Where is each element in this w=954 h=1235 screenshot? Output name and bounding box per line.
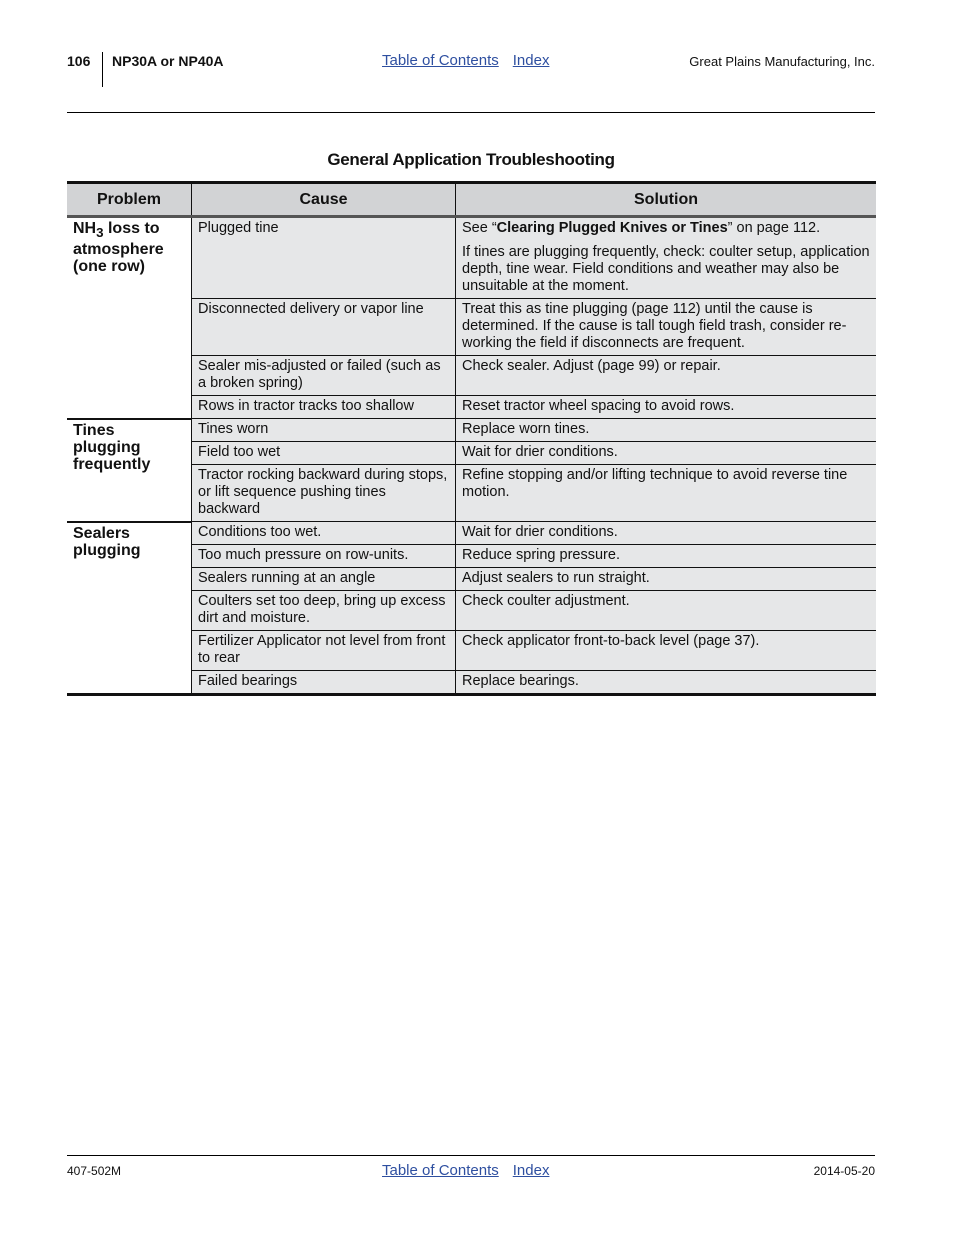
problem-cell: Sealers plugging: [67, 522, 192, 695]
solution-cell: Adjust sealers to run straight.: [456, 568, 877, 591]
cause-cell: Rows in tractor tracks too shallow: [192, 396, 456, 419]
model-name: NP30A or NP40A: [112, 53, 224, 69]
table-row: [67, 217, 876, 299]
cause-cell: Too much pressure on row-units.: [192, 545, 456, 568]
solution-cell: Refine stopping and/or lifting technique to avoid reverse tine motion.: [456, 465, 877, 522]
index-link[interactable]: Index: [512, 1162, 550, 1179]
solution-cell: Check applicator front-to-back level (page 37).: [456, 631, 877, 671]
cause-cell: Conditions too wet.: [192, 522, 456, 545]
solution-cell: Replace bearings.: [456, 671, 877, 695]
column-header-cause: Cause: [192, 183, 456, 217]
cause-cell: Field too wet: [192, 442, 456, 465]
section-title: General Application Troubleshooting: [327, 150, 615, 169]
cause-cell: Disconnected delivery or vapor line: [192, 299, 456, 356]
publication-date: 2014-05-20: [813, 1164, 875, 1178]
document-number: 407-502M: [67, 1164, 122, 1178]
solution-cell: Wait for drier conditions.: [456, 522, 877, 545]
solution-cell: Check coulter adjustment.: [456, 591, 877, 631]
solution-cell: Reduce spring pressure.: [456, 545, 877, 568]
cross-reference: Clearing Plugged Knives or Tines: [496, 220, 728, 236]
column-header-problem: Problem: [67, 183, 192, 217]
problem-cell: Tines plugging frequently: [67, 419, 192, 522]
column-header-solution: Solution: [456, 183, 877, 217]
cause-cell: Coulters set too deep, bring up excess dirt and moisture.: [192, 591, 456, 631]
table-row: [67, 522, 876, 545]
cause-cell: Sealers running at an angle: [192, 568, 456, 591]
solution-cell: Replace worn tines.: [456, 419, 877, 442]
solution-cell: Treat this as tine plugging (page 112) until the cause is determined. If the cause is tall tough field trash, consider re-working the field if disconnects are frequent.: [456, 299, 877, 356]
table-row: [67, 419, 876, 442]
troubleshooting-table: [67, 181, 876, 696]
index-link[interactable]: Index: [512, 52, 550, 69]
header-rule: [67, 112, 875, 113]
table-header-row: [67, 183, 876, 217]
solution-cell: See “Clearing Plugged Knives or Tines” on page 112. If tines are plugging frequently, check: coulter setup, application depth, tine wear. Field conditions and weather may also be unsuitable at the moment.: [456, 217, 877, 299]
solution-cell: Wait for drier conditions.: [456, 442, 877, 465]
page-number: 106: [67, 53, 91, 69]
cause-cell: Tines worn: [192, 419, 456, 442]
toc-link[interactable]: Table of Contents: [382, 52, 499, 69]
footer-nav: [382, 1162, 563, 1179]
header-nav: [382, 52, 563, 69]
header-divider: [102, 52, 103, 87]
cause-cell: Failed bearings: [192, 671, 456, 695]
cause-cell: Fertilizer Applicator not level from front to rear: [192, 631, 456, 671]
solution-cell: Check sealer. Adjust (page 99) or repair.: [456, 356, 877, 396]
solution-cell: Reset tractor wheel spacing to avoid rows.: [456, 396, 877, 419]
toc-link[interactable]: Table of Contents: [382, 1162, 499, 1179]
cause-cell: Plugged tine: [192, 217, 456, 299]
problem-cell: $NH_3$ loss to atmosphere (one row): [67, 217, 192, 419]
cause-cell: Sealer mis-adjusted or failed (such as a broken spring): [192, 356, 456, 396]
cause-cell: Tractor rocking backward during stops, or lift sequence pushing tines backward: [192, 465, 456, 522]
company-name: Great Plains Manufacturing, Inc.: [689, 54, 875, 69]
footer-rule: [67, 1155, 875, 1156]
